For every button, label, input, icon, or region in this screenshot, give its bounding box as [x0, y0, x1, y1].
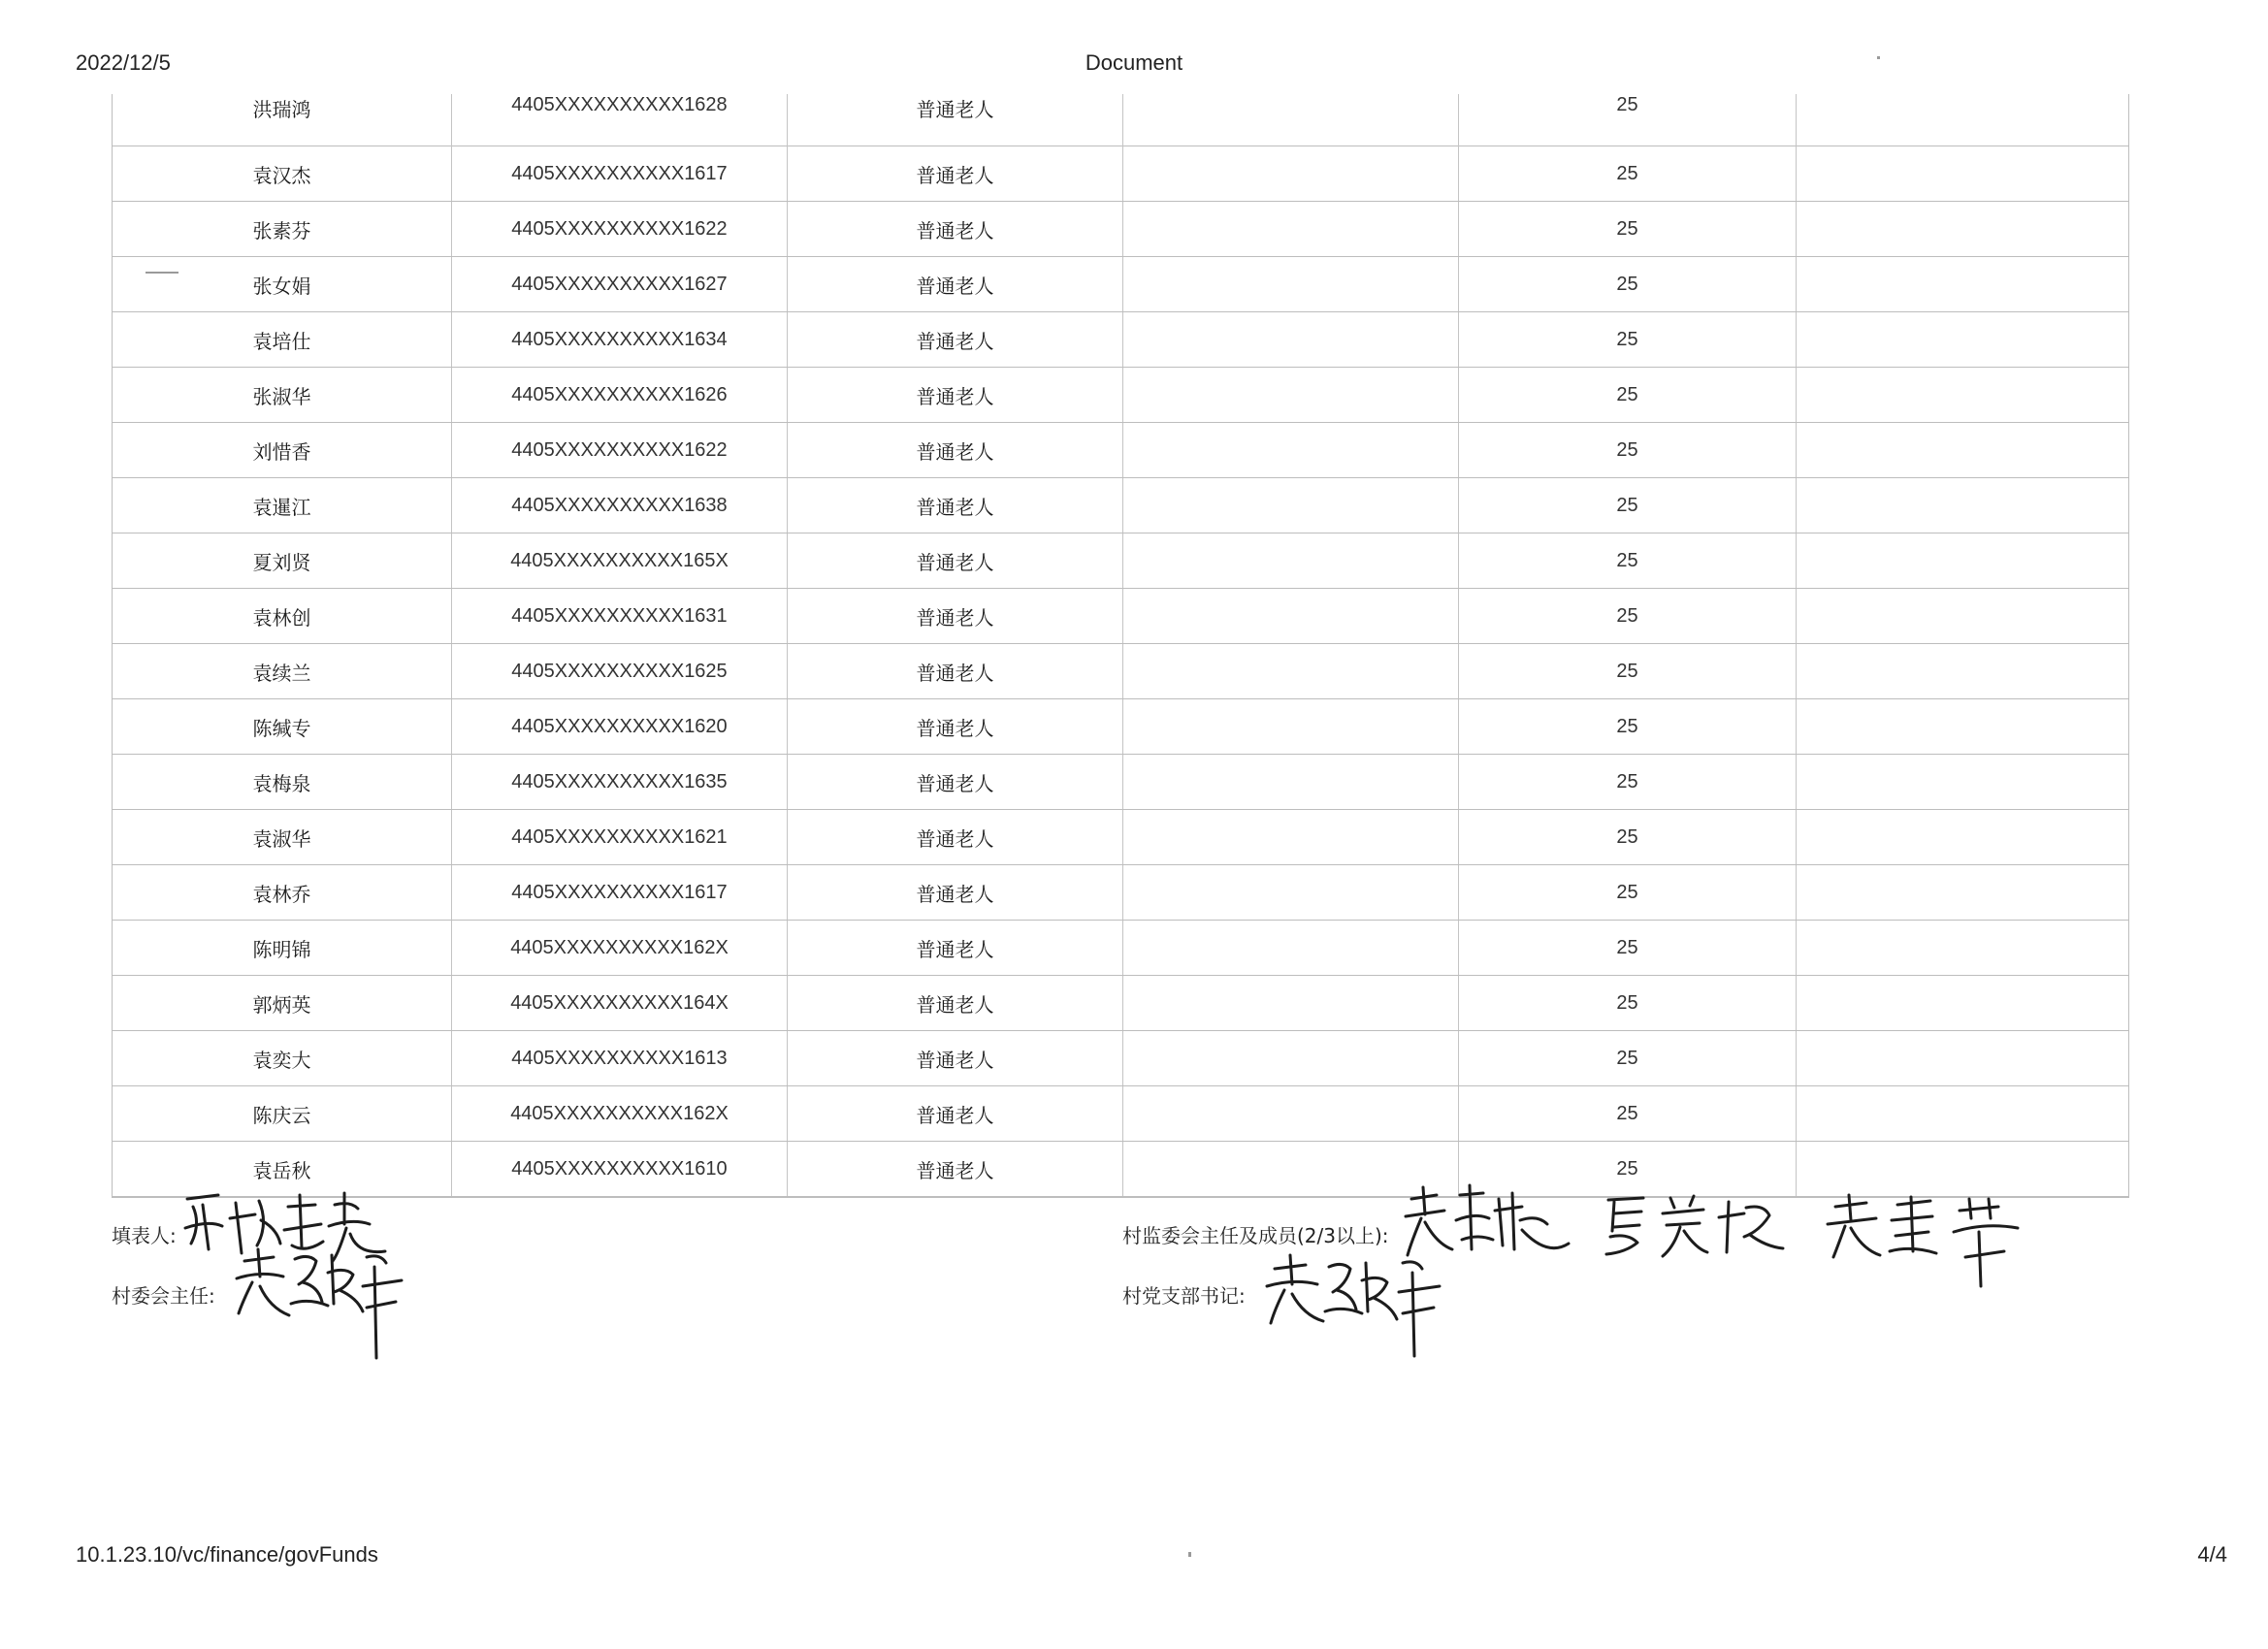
category-cell: 普通老人: [788, 257, 1123, 311]
committee-director-label: 村委会主任:: [112, 1284, 215, 1308]
footer-url: 10.1.23.10/vc/finance/govFunds: [76, 1542, 378, 1567]
remark-cell: [1797, 257, 2128, 311]
scan-mark: [146, 272, 178, 274]
empty-cell: [1123, 146, 1459, 201]
empty-cell: [1123, 312, 1459, 367]
empty-cell: [1123, 755, 1459, 809]
remark-cell: [1797, 755, 2128, 809]
name-cell: 袁奕大: [113, 1031, 452, 1085]
name-cell: 洪瑞鸿: [113, 94, 452, 146]
id-number-cell: 4405XXXXXXXXXX1625: [452, 644, 788, 698]
id-number-cell: 4405XXXXXXXXXX1627: [452, 257, 788, 311]
name-cell: 陈明锦: [113, 921, 452, 975]
name-cell: 袁暹江: [113, 478, 452, 533]
table-row: [113, 755, 2128, 810]
table-row: [113, 1142, 2128, 1197]
name-cell: 袁续兰: [113, 644, 452, 698]
amount-cell: 25: [1459, 257, 1797, 311]
id-number-cell: 4405XXXXXXXXXX1626: [452, 368, 788, 422]
empty-cell: [1123, 534, 1459, 588]
amount-cell: 25: [1459, 534, 1797, 588]
scan-speck: [1877, 56, 1880, 59]
committee-director-signature: [231, 1244, 415, 1365]
name-cell: 郭炳英: [113, 976, 452, 1030]
category-cell: 普通老人: [788, 534, 1123, 588]
table-row: [113, 312, 2128, 368]
name-cell: 袁林创: [113, 589, 452, 643]
name-cell: 张女娟: [113, 257, 452, 311]
amount-cell: 25: [1459, 865, 1797, 920]
remark-cell: [1797, 644, 2128, 698]
id-number-cell: 4405XXXXXXXXXX1638: [452, 478, 788, 533]
empty-cell: [1123, 94, 1459, 146]
category-cell: 普通老人: [788, 1086, 1123, 1141]
table-row: [113, 644, 2128, 699]
empty-cell: [1123, 644, 1459, 698]
amount-cell: 25: [1459, 921, 1797, 975]
id-number-cell: 4405XXXXXXXXXX1634: [452, 312, 788, 367]
table-row: [113, 478, 2128, 534]
id-number-cell: 4405XXXXXXXXXX1622: [452, 202, 788, 256]
amount-cell: 25: [1459, 1142, 1797, 1196]
category-cell: 普通老人: [788, 810, 1123, 864]
id-number-cell: 4405XXXXXXXXXX162X: [452, 1086, 788, 1141]
remark-cell: [1797, 146, 2128, 201]
amount-cell: 25: [1459, 1031, 1797, 1085]
category-cell: 普通老人: [788, 423, 1123, 477]
remark-cell: [1797, 202, 2128, 256]
remark-cell: [1797, 1086, 2128, 1141]
id-number-cell: 4405XXXXXXXXXX1628: [452, 94, 788, 146]
table-row: [113, 257, 2128, 312]
category-cell: 普通老人: [788, 755, 1123, 809]
table-row: [113, 589, 2128, 644]
category-cell: 普通老人: [788, 644, 1123, 698]
id-number-cell: 4405XXXXXXXXXX165X: [452, 534, 788, 588]
name-cell: 夏刘贤: [113, 534, 452, 588]
category-cell: 普通老人: [788, 589, 1123, 643]
table-row: [113, 1086, 2128, 1142]
subsidy-table: [112, 94, 2129, 1198]
category-cell: 普通老人: [788, 865, 1123, 920]
name-cell: 陈庆云: [113, 1086, 452, 1141]
amount-cell: 25: [1459, 755, 1797, 809]
empty-cell: [1123, 810, 1459, 864]
amount-cell: 25: [1459, 94, 1797, 146]
empty-cell: [1123, 423, 1459, 477]
amount-cell: 25: [1459, 202, 1797, 256]
preparer-label: 填表人:: [112, 1224, 177, 1247]
category-cell: 普通老人: [788, 1031, 1123, 1085]
amount-cell: 25: [1459, 1086, 1797, 1141]
supervisory-signature-3: [1824, 1193, 2047, 1290]
table-row: [113, 423, 2128, 478]
remark-cell: [1797, 865, 2128, 920]
empty-cell: [1123, 1086, 1459, 1141]
name-cell: 袁梅泉: [113, 755, 452, 809]
id-number-cell: 4405XXXXXXXXXX1617: [452, 865, 788, 920]
empty-cell: [1123, 478, 1459, 533]
remark-cell: [1797, 368, 2128, 422]
page-number: 4/4: [2197, 1542, 2227, 1567]
empty-cell: [1123, 202, 1459, 256]
amount-cell: 25: [1459, 699, 1797, 754]
remark-cell: [1797, 1142, 2128, 1196]
remark-cell: [1797, 534, 2128, 588]
supervisory-committee-label: 村监委会主任及成员(2/3以上):: [1122, 1224, 1389, 1247]
remark-cell: [1797, 478, 2128, 533]
table-row: [113, 368, 2128, 423]
remark-cell: [1797, 810, 2128, 864]
remark-cell: [1797, 423, 2128, 477]
category-cell: 普通老人: [788, 1142, 1123, 1196]
id-number-cell: 4405XXXXXXXXXX164X: [452, 976, 788, 1030]
supervisory-signature-2: [1599, 1188, 1793, 1266]
party-secretary-label: 村党支部书记:: [1122, 1284, 1246, 1308]
remark-cell: [1797, 976, 2128, 1030]
empty-cell: [1123, 1031, 1459, 1085]
remark-cell: [1797, 312, 2128, 367]
amount-cell: 25: [1459, 478, 1797, 533]
amount-cell: 25: [1459, 423, 1797, 477]
table-row: [113, 146, 2128, 202]
name-cell: 陈缄专: [113, 699, 452, 754]
name-cell: 刘惜香: [113, 423, 452, 477]
category-cell: 普通老人: [788, 202, 1123, 256]
id-number-cell: 4405XXXXXXXXXX1635: [452, 755, 788, 809]
empty-cell: [1123, 865, 1459, 920]
id-number-cell: 4405XXXXXXXXXX1617: [452, 146, 788, 201]
category-cell: 普通老人: [788, 368, 1123, 422]
amount-cell: 25: [1459, 312, 1797, 367]
amount-cell: 25: [1459, 976, 1797, 1030]
empty-cell: [1123, 921, 1459, 975]
amount-cell: 25: [1459, 644, 1797, 698]
table-row: [113, 534, 2128, 589]
remark-cell: [1797, 589, 2128, 643]
id-number-cell: 4405XXXXXXXXXX1631: [452, 589, 788, 643]
id-number-cell: 4405XXXXXXXXXX162X: [452, 921, 788, 975]
id-number-cell: 4405XXXXXXXXXX1610: [452, 1142, 788, 1196]
print-date: 2022/12/5: [76, 50, 171, 75]
name-cell: 袁林乔: [113, 865, 452, 920]
party-secretary-signature: [1261, 1247, 1455, 1364]
empty-cell: [1123, 589, 1459, 643]
category-cell: 普通老人: [788, 146, 1123, 201]
remark-cell: [1797, 699, 2128, 754]
amount-cell: 25: [1459, 589, 1797, 643]
name-cell: 张素芬: [113, 202, 452, 256]
amount-cell: 25: [1459, 368, 1797, 422]
name-cell: 袁培仕: [113, 312, 452, 367]
name-cell: 袁汉杰: [113, 146, 452, 201]
document-title: Document: [1085, 50, 1183, 75]
table-row: [113, 94, 2128, 146]
remark-cell: [1797, 921, 2128, 975]
table-row: [113, 202, 2128, 257]
table-row: [113, 699, 2128, 755]
table-row: [113, 1031, 2128, 1086]
remark-cell: [1797, 1031, 2128, 1085]
category-cell: 普通老人: [788, 699, 1123, 754]
category-cell: 普通老人: [788, 921, 1123, 975]
scan-speck: [1188, 1552, 1191, 1557]
id-number-cell: 4405XXXXXXXXXX1621: [452, 810, 788, 864]
id-number-cell: 4405XXXXXXXXXX1613: [452, 1031, 788, 1085]
table-row: [113, 921, 2128, 976]
id-number-cell: 4405XXXXXXXXXX1622: [452, 423, 788, 477]
id-number-cell: 4405XXXXXXXXXX1620: [452, 699, 788, 754]
empty-cell: [1123, 368, 1459, 422]
amount-cell: 25: [1459, 146, 1797, 201]
amount-cell: 25: [1459, 810, 1797, 864]
name-cell: 张淑华: [113, 368, 452, 422]
category-cell: 普通老人: [788, 976, 1123, 1030]
empty-cell: [1123, 699, 1459, 754]
empty-cell: [1123, 257, 1459, 311]
name-cell: 袁淑华: [113, 810, 452, 864]
table-row: [113, 865, 2128, 921]
name-cell: 袁岳秋: [113, 1142, 452, 1196]
table-row: [113, 810, 2128, 865]
category-cell: 普通老人: [788, 478, 1123, 533]
table-row: [113, 976, 2128, 1031]
category-cell: 普通老人: [788, 312, 1123, 367]
remark-cell: [1797, 94, 2128, 146]
empty-cell: [1123, 976, 1459, 1030]
category-cell: 普通老人: [788, 94, 1123, 146]
